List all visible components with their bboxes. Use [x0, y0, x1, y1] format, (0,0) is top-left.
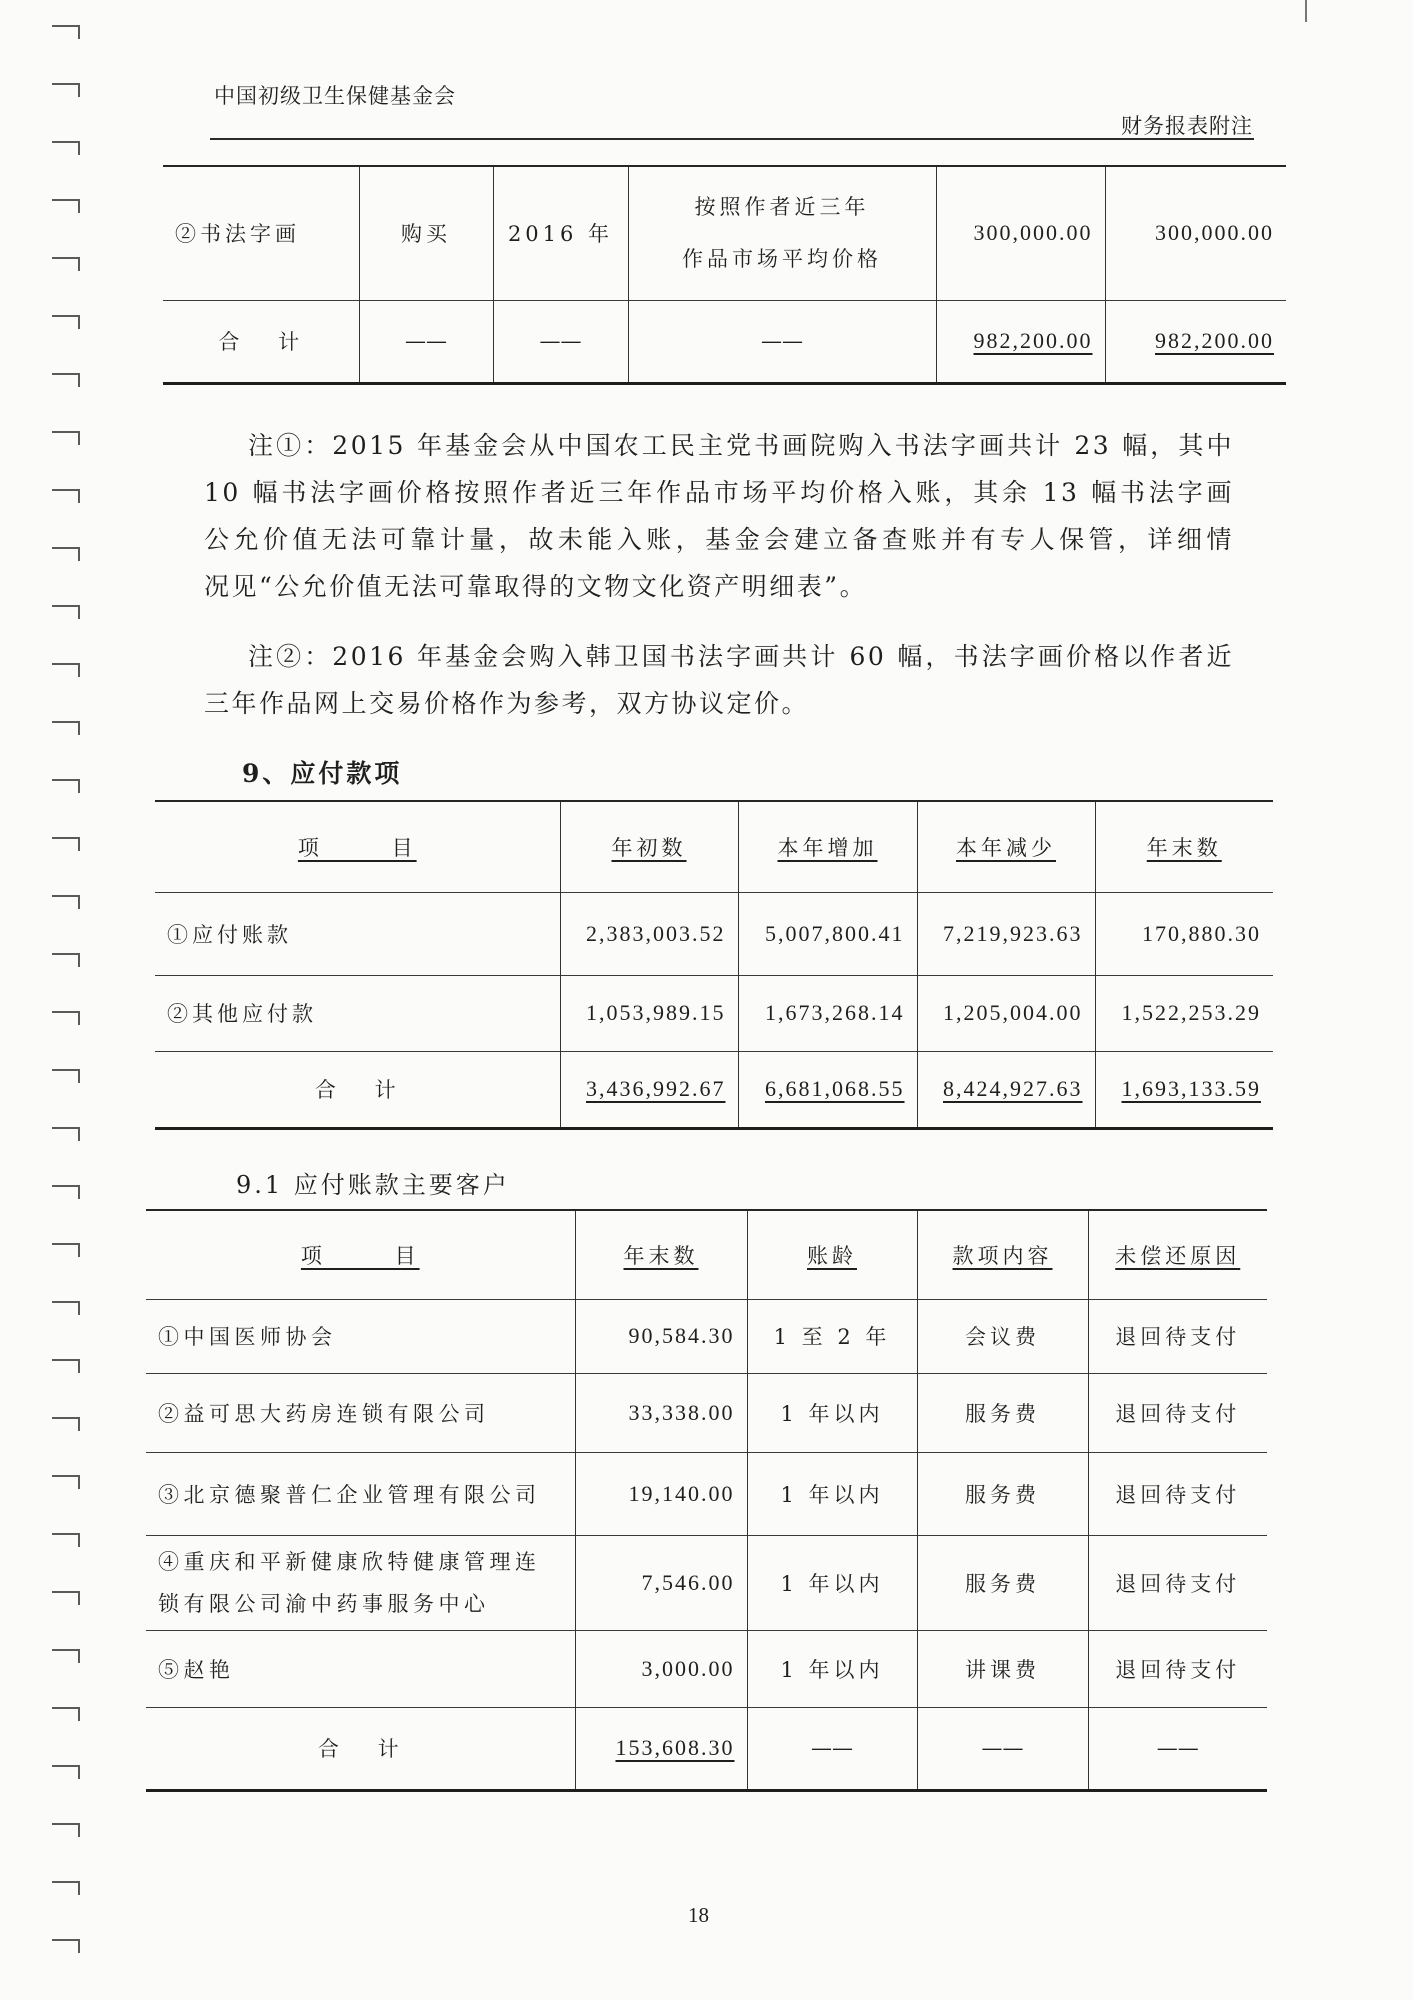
total-value: 982,200.00: [973, 328, 1093, 353]
binder-hole-mark: [52, 663, 80, 677]
binder-hole-mark: [52, 547, 80, 561]
header-closing-label: 年末数: [623, 1243, 699, 1268]
header-cell: [917, 801, 1095, 892]
note-line: 三年作品网上交易价格作为参考，双方协议定价。: [204, 689, 810, 718]
closing-cell: 7,546.00: [575, 1535, 747, 1630]
total-value: 1,693,133.59: [1121, 1076, 1261, 1101]
total-closing-cell: [575, 1707, 747, 1790]
total-opening-cell: [560, 1051, 738, 1128]
binder-hole-mark: [52, 431, 80, 445]
value-cell: 300,000.00: [936, 166, 1105, 300]
item-cell: ②其他应付款: [155, 975, 560, 1051]
binder-hole-mark: [52, 837, 80, 851]
note-line: 况见“公允价值无法可靠取得的文物文化资产明细表”。: [204, 572, 868, 601]
table-header-row: [155, 801, 1273, 892]
total-increase-cell: [738, 1051, 917, 1128]
decrease-cell: 1,205,004.00: [917, 975, 1095, 1051]
binder-hole-mark: [52, 1881, 80, 1895]
empty-dash-cell: ——: [493, 300, 628, 383]
binder-hole-mark: [52, 257, 80, 271]
binder-hole-mark: [52, 1011, 80, 1025]
binder-hole-mark: [52, 199, 80, 213]
binder-hole-mark: [52, 721, 80, 735]
binder-hole-mark: [52, 1185, 80, 1199]
opening-cell: 1,053,989.15: [560, 975, 738, 1051]
binder-hole-mark: [52, 779, 80, 793]
acquisition-year-cell: 2016 年: [493, 166, 628, 300]
scan-edge-mark: [1305, 0, 1307, 22]
table-row: [146, 1299, 1267, 1373]
section-heading: 9、应付款项: [242, 759, 403, 788]
header-cell: [917, 1210, 1088, 1299]
header-cell: [575, 1210, 747, 1299]
empty-dash-cell: ——: [747, 1707, 917, 1790]
valuation-basis-line: 作品市场平均价格: [682, 247, 882, 272]
header-decrease-label: 本年减少: [956, 835, 1056, 860]
binder-hole-mark: [52, 895, 80, 909]
customer-name-cell: [146, 1630, 575, 1707]
document-section-title: 财务报表附注: [1121, 114, 1253, 138]
increase-cell: 5,007,800.41: [738, 892, 917, 975]
content-cell: 讲课费: [917, 1630, 1088, 1707]
table-row: [146, 1452, 1267, 1535]
reason-cell: 退回待支付: [1088, 1452, 1267, 1535]
customer-name-cell: [146, 1299, 575, 1373]
table-row: [163, 166, 1286, 300]
header-cell: [146, 1210, 575, 1299]
table-total-row: [155, 1051, 1273, 1128]
header-age-label: 账龄: [807, 1243, 857, 1268]
binder-hole-mark: [52, 953, 80, 967]
note-line: 10 幅书法字画价格按照作者近三年作品市场平均价格入账，其余 13 幅书法字画: [204, 478, 1234, 507]
binder-hole-mark: [52, 1939, 80, 1953]
note-line: 公允价值无法可靠计量，故未能入账，基金会建立备查账并有专人保管，详细情: [204, 525, 1234, 554]
binder-hole-mark: [52, 373, 80, 387]
binder-hole-mark: [52, 25, 80, 39]
customer-name-cell: [146, 1452, 575, 1535]
binder-hole-mark: [52, 1069, 80, 1083]
closing-cell: 3,000.00: [575, 1630, 747, 1707]
age-cell: 1 年以内: [747, 1373, 917, 1452]
binder-hole-mark: [52, 315, 80, 329]
reason-cell: 退回待支付: [1088, 1373, 1267, 1452]
table-total-row: [163, 300, 1286, 383]
header-cell: [1088, 1210, 1267, 1299]
content-cell: 服务费: [917, 1535, 1088, 1630]
customer-name: ③北京德聚普仁企业管理有限公司: [158, 1482, 541, 1507]
header-cell: [1095, 801, 1273, 892]
total-value: 982,200.00: [1155, 328, 1274, 353]
total-label: 合 计: [146, 1707, 575, 1790]
header-reason-label: 未偿还原因: [1115, 1243, 1241, 1268]
acquisition-method-cell: 购买: [359, 166, 493, 300]
note-line: 注①：2015 年基金会从中国农工民主党书画院购入书法字画共计 23 幅，其中: [248, 431, 1234, 460]
binder-hole-mark: [52, 1765, 80, 1779]
binder-hole-mark: [52, 1417, 80, 1431]
customer-name-line: 锁有限公司渝中药事服务中心: [158, 1591, 490, 1616]
content-cell: 服务费: [917, 1373, 1088, 1452]
binder-hole-mark: [52, 1707, 80, 1721]
total-label: 合 计: [163, 300, 359, 383]
customer-name: ②益可思大药房连锁有限公司: [158, 1401, 490, 1426]
valuation-basis-cell: [628, 166, 936, 300]
total-decrease-cell: [917, 1051, 1095, 1128]
reason-cell: 退回待支付: [1088, 1535, 1267, 1630]
empty-dash-cell: ——: [359, 300, 493, 383]
table-row: [155, 975, 1273, 1051]
closing-cell: 170,880.30: [1095, 892, 1273, 975]
total-value: 8,424,927.63: [943, 1076, 1083, 1101]
total-closing-cell: [1095, 1051, 1273, 1128]
increase-cell: 1,673,268.14: [738, 975, 917, 1051]
binder-hole-mark: [52, 1649, 80, 1663]
dash-text: ——: [761, 329, 803, 353]
empty-dash-cell: ——: [1088, 1707, 1267, 1790]
customer-name-cell: [146, 1535, 575, 1630]
customer-name: ①中国医师协会: [158, 1325, 337, 1349]
empty-dash-cell: [628, 300, 936, 383]
decrease-cell: 7,219,923.63: [917, 892, 1095, 975]
table-row: [146, 1373, 1267, 1452]
binder-hole-mark: [52, 83, 80, 97]
payable-customers-table: [146, 1209, 1267, 1792]
closing-cell: 19,140.00: [575, 1452, 747, 1535]
total-value-cell: [1105, 300, 1286, 383]
binder-hole-mark: [52, 1243, 80, 1257]
note-1: [204, 422, 1234, 610]
table-row: [146, 1535, 1267, 1630]
organization-name: 中国初级卫生保健基金会: [214, 84, 456, 108]
total-value: 6,681,068.55: [765, 1076, 905, 1101]
age-cell: 1 年以内: [747, 1630, 917, 1707]
header-item-label: 项 目: [297, 835, 417, 860]
total-label: 合 计: [155, 1051, 560, 1128]
item-cell: ②书法字画: [175, 222, 300, 247]
total-value: 3,436,992.67: [586, 1076, 726, 1101]
header-increase-label: 本年增加: [777, 835, 878, 860]
binder-hole-mark: [52, 1533, 80, 1547]
empty-dash-cell: ——: [917, 1707, 1088, 1790]
header-closing-label: 年末数: [1146, 835, 1222, 860]
header-cell: [747, 1210, 917, 1299]
binder-hole-mark: [52, 1301, 80, 1315]
total-value: 153,608.30: [615, 1735, 735, 1760]
table-row: [146, 1630, 1267, 1707]
table-row: [155, 892, 1273, 975]
customer-name-cell: [146, 1373, 575, 1452]
header-cell: [155, 801, 560, 892]
age-cell: 1 年以内: [747, 1452, 917, 1535]
header-item-label: 项 目: [300, 1243, 420, 1268]
binder-hole-mark: [52, 1127, 80, 1141]
binder-hole-mark: [52, 1475, 80, 1489]
item-cell: ①应付账款: [155, 892, 560, 975]
header-rule: [210, 138, 1254, 140]
customer-name: ⑤赵艳: [158, 1657, 235, 1682]
binder-hole-mark: [52, 1591, 80, 1605]
opening-cell: 2,383,003.52: [560, 892, 738, 975]
header-cell: [738, 801, 917, 892]
age-cell: 1 年以内: [747, 1535, 917, 1630]
valuation-basis-line: 按照作者近三年: [694, 195, 870, 220]
header-content-label: 款项内容: [952, 1243, 1053, 1268]
note-line: 注②：2016 年基金会购入韩卫国书法字画共计 60 幅，书法字画价格以作者近: [248, 642, 1234, 671]
note-2: [204, 633, 1234, 727]
closing-cell: 90,584.30: [575, 1299, 747, 1373]
binder-hole-mark: [52, 141, 80, 155]
subsection-heading: 9.1 应付账款主要客户: [236, 1171, 510, 1199]
binder-hole-mark: [52, 1823, 80, 1837]
customer-name-line: ④重庆和平新健康欣特健康管理连: [158, 1549, 541, 1574]
accounts-payable-table: [155, 800, 1273, 1130]
content-cell: 服务费: [917, 1452, 1088, 1535]
binder-hole-mark: [52, 489, 80, 503]
reason-cell: 退回待支付: [1088, 1630, 1267, 1707]
age-cell: 1 至 2 年: [747, 1299, 917, 1373]
header-cell: [560, 801, 738, 892]
content-cell: 会议费: [917, 1299, 1088, 1373]
closing-cell: 33,338.00: [575, 1373, 747, 1452]
binder-hole-mark: [52, 605, 80, 619]
closing-cell: 1,522,253.29: [1095, 975, 1273, 1051]
value-cell: 300,000.00: [1105, 166, 1286, 300]
table-header-row: [146, 1210, 1267, 1299]
table-total-row: [146, 1707, 1267, 1790]
page-number: 18: [688, 1903, 709, 1927]
reason-cell: 退回待支付: [1088, 1299, 1267, 1373]
total-value-cell: [936, 300, 1105, 383]
header-opening-label: 年初数: [611, 835, 687, 860]
artwork-asset-table: [163, 165, 1286, 385]
binder-hole-mark: [52, 1359, 80, 1373]
